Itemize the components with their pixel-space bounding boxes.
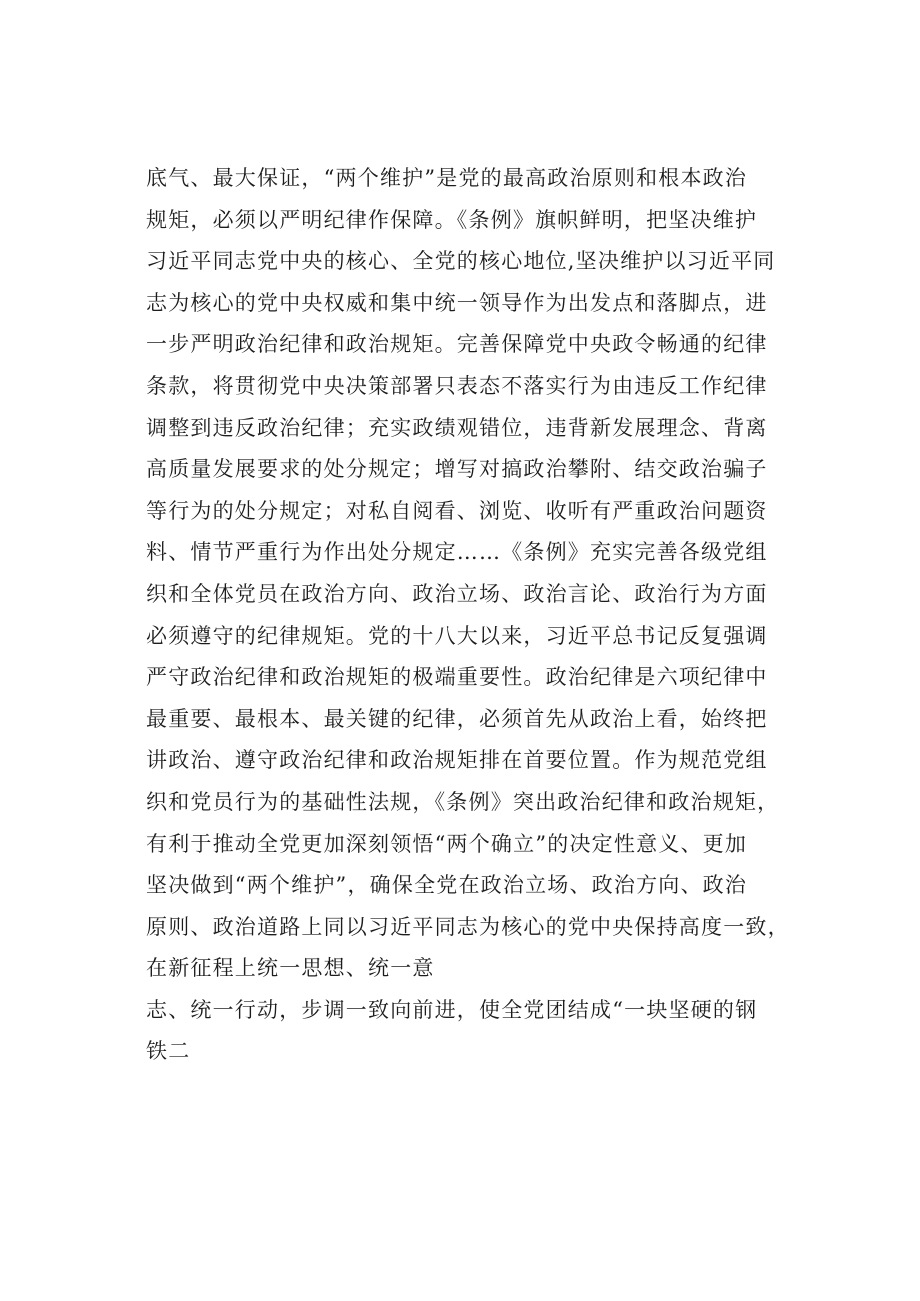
- text-line: 讲政治、遵守政治纪律和政治规矩排在首要位置。作为规范党组: [146, 748, 768, 773]
- text-line: 条款，将贯彻党中央决策部署只表态不落实行为由违反工作纪律: [146, 373, 768, 398]
- text-line: 最重要、最根本、最关键的纪律，必须首先从政治上看，始终把: [146, 706, 768, 731]
- text-line: 高质量发展要求的处分规定；增写对搞政治攀附、结交政治骗子: [146, 457, 768, 482]
- text-line: 原则、政治道路上同以习近平同志为核心的党中央保持高度一致，: [146, 914, 790, 939]
- text-line: 调整到违反政治纪律；充实政绩观错位，违背新发展理念、背离: [146, 415, 768, 440]
- text-line: 在新征程上统一思想、统一意: [146, 956, 435, 981]
- text-line: 必须遵守的纪律规矩。党的十八大以来，习近平总书记反复强调: [146, 623, 768, 648]
- text-line: 料、情节严重行为作出处分规定……《条例》充实完善各级党组: [146, 540, 768, 565]
- text-line: 一步严明政治纪律和政治规矩。完善保障党中央政令畅通的纪律: [146, 332, 768, 357]
- text-line: 规矩，必须以严明纪律作保障。《条例》旗帜鲜明，把坚决维护: [146, 207, 758, 232]
- text-line: 坚决做到“两个维护”，确保全党在政治立场、政治方向、政治: [146, 873, 748, 898]
- text-line: 志、统一行动，步调一致向前进，使全党团结成“一块坚硬的钢: [146, 997, 758, 1022]
- text-line: 等行为的处分规定；对私自阅看、浏览、收听有严重政治问题资: [146, 498, 768, 523]
- body-text: [146, 158, 826, 1073]
- text-line: 织和党员行为的基础性法规，《条例》突出政治纪律和政治规矩，: [146, 789, 780, 814]
- text-line: 铁二: [146, 1039, 191, 1064]
- text-line: 织和全体党员在政治方向、政治立场、政治言论、政治行为方面: [146, 581, 768, 606]
- text-line: 底气、最大保证，“两个维护”是党的最高政治原则和根本政治: [146, 166, 748, 190]
- text-line: 习近平同志党中央的核心、全党的核心地位,坚决维护以习近平同: [146, 249, 776, 274]
- text-line: 有利于推动全党更加深刻领悟“两个确立”的决定性意义、更加: [146, 831, 748, 856]
- text-line: 严守政治纪律和政治规矩的极端重要性。政治纪律是六项纪律中: [146, 665, 768, 690]
- text-line: 志为核心的党中央权威和集中统一领导作为出发点和落脚点，进: [146, 290, 768, 315]
